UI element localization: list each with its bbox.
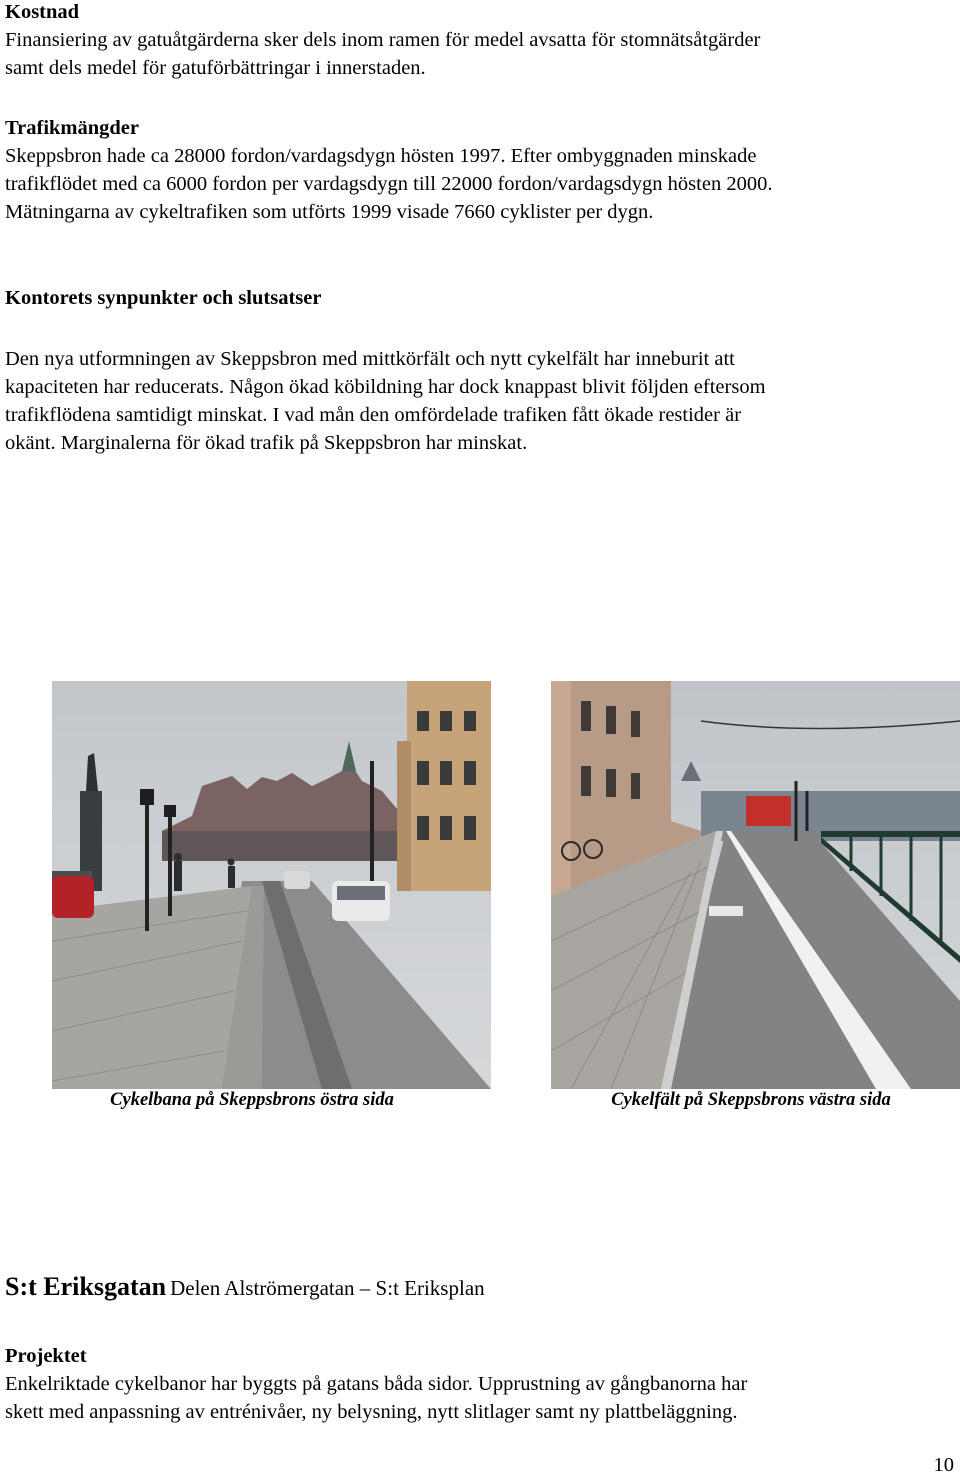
page-number: 10 bbox=[933, 1454, 954, 1476]
heading-kontorets-synpunkter: Kontorets synpunkter och slutsatser bbox=[5, 287, 322, 309]
section-projektet bbox=[5, 1342, 940, 1426]
street-subtitle: Delen Alströmergatan – S:t Eriksplan bbox=[170, 1276, 485, 1300]
photo-skeppsbron-east bbox=[52, 681, 491, 1089]
section-kostnad bbox=[5, 0, 940, 82]
text-line: Skeppsbron hade ca 28000 fordon/vardagsdygn hösten 1997. Efter ombyggnaden minskade bbox=[5, 145, 757, 167]
section-kontorets-synpunkter bbox=[5, 345, 940, 457]
text-line: Mätningarna av cykeltrafiken som utförts 1999 visade 7660 cyklister per dygn. bbox=[5, 201, 654, 223]
street-name: S:t Eriksgatan bbox=[5, 1272, 167, 1301]
heading-kostnad: Kostnad bbox=[5, 1, 80, 23]
caption-photo-west: Cykelfält på Skeppsbrons västra sida bbox=[611, 1090, 891, 1110]
text-line: trafikflödet med ca 6000 fordon per vardagsdygn till 22000 fordon/vardagsdygn hösten 2000. bbox=[5, 173, 773, 195]
text-line: trafikflödena samtidigt minskat. I vad mån den omfördelade trafiken fått ökade restider är bbox=[5, 404, 742, 426]
text-line: okänt. Marginalerna för ökad trafik på Skeppsbron har minskat. bbox=[5, 432, 528, 454]
text-line: Finansiering av gatuåtgärderna sker dels inom ramen för medel avsatta för stomnätsåtgärder bbox=[5, 29, 761, 51]
text-line: Den nya utformningen av Skeppsbron med mittkörfält och nytt cykelfält har inneburit att bbox=[5, 348, 735, 370]
text-line: kapaciteten har reducerats. Någon ökad köbildning har dock knappast blivit följden eftersom bbox=[5, 376, 766, 398]
section-trafikmangder bbox=[5, 114, 940, 226]
heading-trafikmangder: Trafikmängder bbox=[5, 117, 140, 139]
caption-photo-east: Cykelbana på Skeppsbrons östra sida bbox=[110, 1090, 394, 1110]
text-line: Enkelriktade cykelbanor har byggts på gatans båda sidor. Upprustning av gångbanorna har bbox=[5, 1373, 748, 1395]
text-line: skett med anpassning av entrénivåer, ny belysning, nytt slitlager samt ny plattbeläggning. bbox=[5, 1401, 738, 1423]
street-heading bbox=[5, 1272, 485, 1302]
photo-skeppsbron-west bbox=[551, 681, 960, 1089]
text-line: samt dels medel för gatuförbättringar i innerstaden. bbox=[5, 57, 426, 79]
heading-projektet: Projektet bbox=[5, 1345, 87, 1367]
